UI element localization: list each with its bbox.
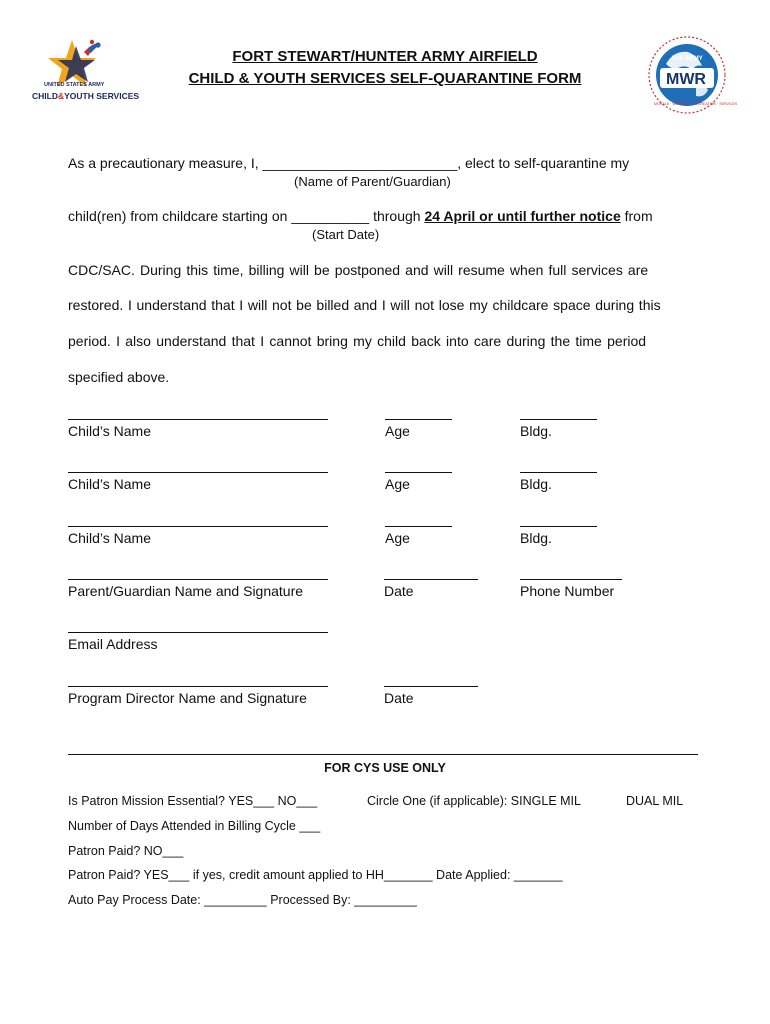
statement-line2-prefix: child(ren) from childcare starting on: [68, 208, 288, 224]
child-name-line-1[interactable]: [68, 419, 328, 420]
child-name-label-1: Child’s Name: [68, 423, 151, 439]
age-line-3[interactable]: [385, 526, 452, 527]
mwr-ring-text: MORALE · WELFARE · RECREATION · SERVICES: [654, 102, 738, 106]
mwr-text: MWR: [666, 71, 706, 88]
end-date-bold-text: 24 April or until further notice: [424, 208, 621, 224]
form-title-line2: CHILD & YOUTH SERVICES SELF-QUARANTINE FORM: [188, 70, 582, 87]
child-name-line-2[interactable]: [68, 472, 328, 473]
patron-paid-yes-field: Patron Paid? YES___ if yes, credit amount applied to HH_______ Date Applied: _______: [68, 868, 563, 882]
director-signature-line[interactable]: [68, 686, 328, 687]
email-label: Email Address: [68, 636, 158, 652]
parent-date-line[interactable]: [384, 579, 478, 580]
phone-label: Phone Number: [520, 583, 615, 599]
email-line[interactable]: [68, 632, 328, 633]
mission-essential-question: Is Patron Mission Essential? YES___ NO___: [68, 794, 318, 808]
director-date-label: Date: [384, 690, 414, 706]
paragraph-line3: period. I also understand that I cannot bring my child back into care during the time period: [68, 333, 647, 349]
start-date-blank[interactable]: __________: [291, 208, 370, 224]
child-name-label-3: Child’s Name: [68, 530, 151, 546]
bldg-line-2[interactable]: [520, 472, 597, 473]
child-name-label-2: Child’s Name: [68, 476, 151, 492]
autopay-processed-field: Auto Pay Process Date: _________ Processed By: _________: [68, 893, 417, 907]
statement-line2: [68, 208, 653, 224]
parent-signature-label: Parent/Guardian Name and Signature: [68, 583, 304, 599]
form-title-line1: FORT STEWART/HUNTER ARMY AIRFIELD: [232, 48, 538, 65]
mwr-us-army-text: U.S. ARMY: [672, 56, 703, 62]
logo-amp-text: &: [57, 91, 65, 101]
age-label-3: Age: [385, 530, 410, 546]
statement-line2-suffix: from: [624, 208, 653, 224]
bldg-label-1: Bldg.: [520, 423, 552, 439]
parent-name-blank[interactable]: _________________________: [262, 155, 458, 171]
parent-date-label: Date: [384, 583, 414, 599]
child-name-line-3[interactable]: [68, 526, 328, 527]
logo-youth-services-text: YOUTH SERVICES: [64, 91, 140, 101]
bldg-line-3[interactable]: [520, 526, 597, 527]
statement-line1-suffix: , elect to self-quarantine my: [457, 155, 630, 171]
dual-mil-option: DUAL MIL: [626, 794, 684, 808]
bldg-line-1[interactable]: [520, 419, 597, 420]
logo-cys-text: [32, 91, 139, 101]
paragraph-line4: specified above.: [68, 369, 170, 385]
parent-name-hint: (Name of Parent/Guardian): [294, 174, 451, 189]
logo-child-text: CHILD: [32, 91, 58, 101]
director-date-line[interactable]: [384, 686, 478, 687]
bldg-label-3: Bldg.: [520, 530, 552, 546]
bldg-label-2: Bldg.: [520, 476, 552, 492]
patron-paid-no-field: Patron Paid? NO___: [68, 844, 184, 858]
age-label-1: Age: [385, 423, 410, 439]
circle-one-single-mil: Circle One (if applicable): SINGLE MIL: [367, 794, 581, 808]
statement-line1: [68, 155, 629, 171]
phone-line[interactable]: [520, 579, 622, 580]
section-divider: [68, 754, 698, 755]
director-signature-label: Program Director Name and Signature: [68, 690, 307, 706]
logo-army-text: UNITED STATES ARMY: [44, 82, 105, 88]
cys-use-heading: FOR CYS USE ONLY: [324, 761, 446, 775]
statement-line1-prefix: As a precautionary measure, I,: [68, 155, 259, 171]
through-text: through: [373, 208, 421, 224]
paragraph-line1: CDC/SAC. During this time, billing will be postponed and will resume when full services are: [68, 262, 649, 278]
paragraph-line2: restored. I understand that I will not be billed and I will not lose my childcare space during this: [68, 297, 661, 313]
start-date-hint: (Start Date): [312, 227, 380, 242]
age-line-1[interactable]: [385, 419, 452, 420]
parent-signature-line[interactable]: [68, 579, 328, 580]
age-line-2[interactable]: [385, 472, 452, 473]
age-label-2: Age: [385, 476, 410, 492]
days-attended-field: Number of Days Attended in Billing Cycle ___: [68, 819, 321, 833]
